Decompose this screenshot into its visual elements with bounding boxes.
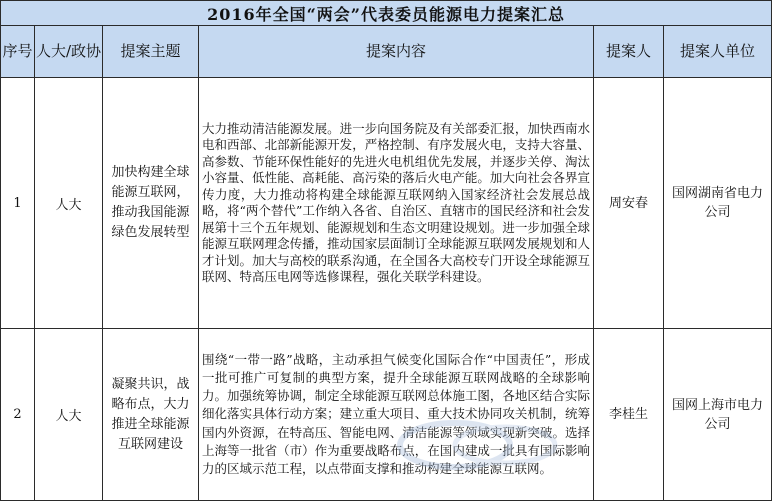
row-index: 2: [1, 329, 35, 501]
row-content: 围绕“一带一路”战略，主动承担气候变化国际合作“中国责任”，形成一批可推广可复制的典型方案，提升全球能源互联网战略的全球影响力。加强统筹协调，制定全球能源互联网总体施工图，各地区结合实际细化落实具体行动方案；建立重大项目、重大技术协同攻关机制，统筹国内外资源，在特高压、智能电网、清洁能源等领域实现新突破。选择上海等一批省（市）作为重要战略布点，在国内建成一批具有国际影响力的区域示范工程，以点带面支撑和推动构建全球能源互联网。: [199, 329, 594, 501]
header-type: 人大/政协: [35, 26, 103, 78]
table-row: [1, 329, 772, 501]
header-row: [1, 26, 772, 78]
row-type: 人大: [35, 78, 103, 329]
header-index: 序号: [1, 26, 35, 78]
header-content: 提案内容: [199, 26, 594, 78]
header-person: 提案人: [594, 26, 664, 78]
row-person: 李桂生: [594, 329, 664, 501]
row-content: 大力推动清洁能源发展。进一步向国务院及有关部委汇报，加快西南水电和西部、北部新能源开发，严格控制、有序发展火电，支持大容量、高参数、节能环保性能好的先进火电机组优先发展，并逐步关停、淘汰小容量、低性能、高耗能、高污染的落后火电产能。加大向社会各界宣传力度，大力推动将构建全球能源互联网纳入国家经济社会发展总战略，将“两个替代”工作纳入各省、自治区、直辖市的国民经济和社会发展第十三个五年规划、能源规划和生态文明建设规划。进一步加强全球能源互联网理念传播，推动国家层面制订全球能源互联网发展规划和人才计划。加大与高校的联系沟通，在全国各大高校专门开设全球能源互联网、特高压电网等选修课程，强化关联学科建设。: [199, 78, 594, 329]
table-row: [1, 78, 772, 329]
row-type: 人大: [35, 329, 103, 501]
table-title: 2016年全国“两会”代表委员能源电力提案汇总: [1, 1, 772, 26]
row-topic: 凝聚共识，战略布点，大力推进全球能源互联网建设: [103, 329, 199, 501]
header-topic: 提案主题: [103, 26, 199, 78]
row-index: 1: [1, 78, 35, 329]
row-person: 周安春: [594, 78, 664, 329]
header-unit: 提案人单位: [664, 26, 772, 78]
row-unit: 国网湖南省电力公司: [664, 78, 772, 329]
row-unit: 国网上海市电力公司: [664, 329, 772, 501]
row-topic: 加快构建全球能源互联网，推动我国能源绿色发展转型: [103, 78, 199, 329]
